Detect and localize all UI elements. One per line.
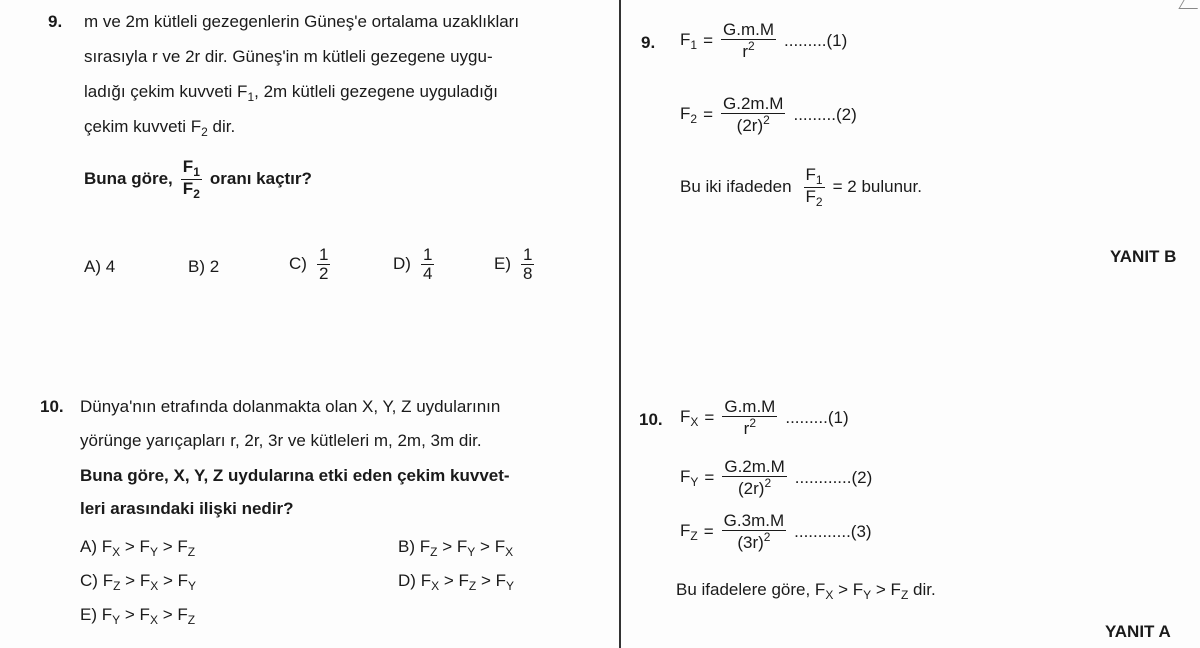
question-9-prompt: Buna göre, $\frac{F_1}{F_2}$ oranı kaçtır? <box>84 157 312 201</box>
option-b: B) 2 <box>188 257 220 276</box>
option-a: A) $F_X > F_Y > F_Z$ <box>80 537 196 559</box>
question-9-text-line-3: ladığı çekim kuvveti $F_1$, 2m kütleli gezegene uyguladığı <box>84 82 498 104</box>
corner-mark <box>1178 0 1200 9</box>
option-c: C) $F_Z > F_X > F_Y$ <box>80 571 197 593</box>
option-b: B) $F_Z > F_Y > F_X$ <box>398 537 514 559</box>
question-10-text-line-2: yörünge yarıçapları r, 2r, 3r ve kütleleri m, 2m, 3m dir. <box>80 431 482 450</box>
question-9-number: 9. <box>48 12 63 31</box>
question-9-text-line-2: sırasıyla r ve 2r dir. Güneş'in m kütleli gezegene uygu- <box>84 47 493 66</box>
solution-10-equation-x: $F_X$ = $\frac{G.m.M}{r^2}$ .........(1) <box>680 397 849 438</box>
ratio-fraction: $\frac{F_1}{F_2}$ <box>182 157 200 201</box>
solution-10-number: 10. <box>639 410 663 429</box>
question-10-prompt-line-1: Buna göre, X, Y, Z uydularına etki eden çekim kuvvet- <box>80 466 510 485</box>
option-a: A) 4 <box>84 257 116 276</box>
option-e: E) $F_Y > F_X > F_Z$ <box>80 605 196 627</box>
option-d: D) $\frac{1}{4}$ <box>393 245 433 283</box>
question-9-text-line-1: m ve 2m kütleli gezegenlerin Güneş'e ortalama uzaklıkları <box>84 12 520 31</box>
answer-10-badge: YANIT A <box>1105 622 1171 641</box>
option-d: D) $F_X > F_Z > F_Y$ <box>398 571 515 593</box>
option-e: E) $\frac{1}{8}$ <box>494 245 533 283</box>
question-9-text-line-4: çekim kuvveti $F_2$ dir. <box>84 117 236 139</box>
solution-9-equation-2: $F_2$ = $\frac{G.2m.M}{(2r)^2}$ .........(2) <box>680 94 857 135</box>
question-10-prompt-line-2: leri arasındaki ilişki nedir? <box>80 499 294 518</box>
solution-9-number: 9. <box>641 33 656 52</box>
solution-9-conclusion: Bu iki ifadeden $\frac{F_1}{F_2}$ = 2 bulunur. <box>680 165 922 209</box>
solution-10-conclusion: Bu ifadelere göre, $F_X > F_Y > F_Z$ dir. <box>676 580 936 602</box>
question-10-text-line-1: Dünya'nın etrafında dolanmakta olan X, Y, Z uydularının <box>80 397 501 416</box>
solution-9-equation-1: $F_1$ = $\frac{G.m.M}{r^2}$ .........(1) <box>680 20 848 61</box>
answer-9-badge: YANIT B <box>1110 247 1177 266</box>
question-10-number: 10. <box>40 397 64 416</box>
column-divider <box>619 0 621 648</box>
solution-10-equation-z: $F_Z$ = $\frac{G.3m.M}{(3r)^2}$ ............(3) <box>680 511 872 552</box>
solution-10-equation-y: $F_Y$ = $\frac{G.2m.M}{(2r)^2}$ ............(2) <box>680 457 873 498</box>
option-c: C) $\frac{1}{2}$ <box>289 245 329 283</box>
